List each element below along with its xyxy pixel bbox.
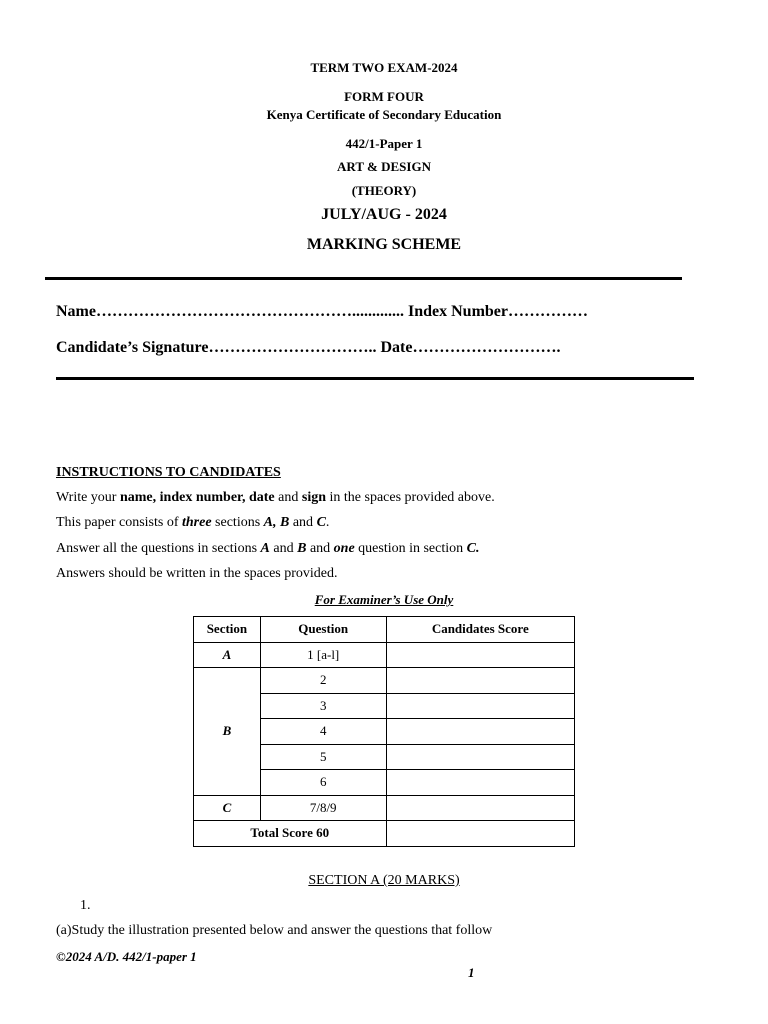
total-score-cell bbox=[386, 821, 574, 847]
header-question: Question bbox=[260, 617, 386, 643]
instructions-title: INSTRUCTIONS TO CANDIDATES bbox=[56, 465, 281, 480]
signature-field: Candidate’s Signature………………………….. Date………………………. bbox=[56, 339, 561, 356]
question-cell: 2 bbox=[260, 668, 386, 694]
question-cell: 6 bbox=[260, 770, 386, 796]
table-row bbox=[194, 642, 575, 668]
top-divider bbox=[45, 277, 682, 280]
form-label: FORM FOUR bbox=[344, 89, 424, 104]
table-row bbox=[194, 668, 575, 694]
score-cell bbox=[386, 668, 574, 694]
section-a-title: SECTION A (20 MARKS) bbox=[308, 873, 460, 888]
question-cell: 5 bbox=[260, 744, 386, 770]
score-cell bbox=[386, 744, 574, 770]
header-score: Candidates Score bbox=[386, 617, 574, 643]
certificate-label: Kenya Certificate of Secondary Education bbox=[266, 107, 502, 122]
theory-label: (THEORY) bbox=[351, 183, 417, 198]
instruction-line-4: Answers should be written in the spaces provided. bbox=[56, 566, 338, 581]
instruction-line-1: Write your name, index number, date and sign in the spaces provided above. bbox=[56, 490, 495, 505]
header-section: Section bbox=[194, 617, 261, 643]
table-total-row bbox=[194, 821, 575, 847]
total-score-label: Total Score 60 bbox=[194, 821, 387, 847]
score-cell bbox=[386, 719, 574, 745]
question-cell: 3 bbox=[260, 693, 386, 719]
question-cell: 4 bbox=[260, 719, 386, 745]
table-row bbox=[194, 795, 575, 821]
section-cell-b: B bbox=[194, 668, 261, 796]
marking-scheme-title: MARKING SCHEME bbox=[306, 236, 462, 253]
name-field: Name…………………………………………............. Index Number…………… bbox=[56, 303, 588, 320]
score-cell bbox=[386, 795, 574, 821]
question-cell: 1 [a-l] bbox=[260, 642, 386, 668]
table-header-row bbox=[194, 617, 575, 643]
session-label: JULY/AUG - 2024 bbox=[321, 206, 447, 223]
paper-code: 442/1-Paper 1 bbox=[345, 136, 423, 151]
instruction-line-3: Answer all the questions in sections A and B and one question in section C. bbox=[56, 541, 480, 556]
question-cell: 7/8/9 bbox=[260, 795, 386, 821]
section-cell-a: A bbox=[194, 642, 261, 668]
question-number: 1. bbox=[80, 898, 91, 913]
bottom-divider bbox=[56, 377, 694, 380]
instruction-line-2: This paper consists of three sections A, B and C. bbox=[56, 515, 330, 530]
table-caption: For Examiner’s Use Only bbox=[314, 592, 454, 607]
subject-label: ART & DESIGN bbox=[337, 159, 431, 174]
score-cell bbox=[386, 693, 574, 719]
question-text: (a)Study the illustration presented below and answer the questions that follow bbox=[56, 923, 493, 938]
score-cell bbox=[386, 770, 574, 796]
section-cell-c: C bbox=[194, 795, 261, 821]
exam-title: TERM TWO EXAM-2024 bbox=[310, 60, 458, 75]
score-cell bbox=[386, 642, 574, 668]
examiner-score-table bbox=[193, 616, 575, 847]
copyright-footer: ©2024 A/D. 442/1-paper 1 bbox=[56, 949, 197, 964]
page-number: 1 bbox=[468, 965, 475, 980]
